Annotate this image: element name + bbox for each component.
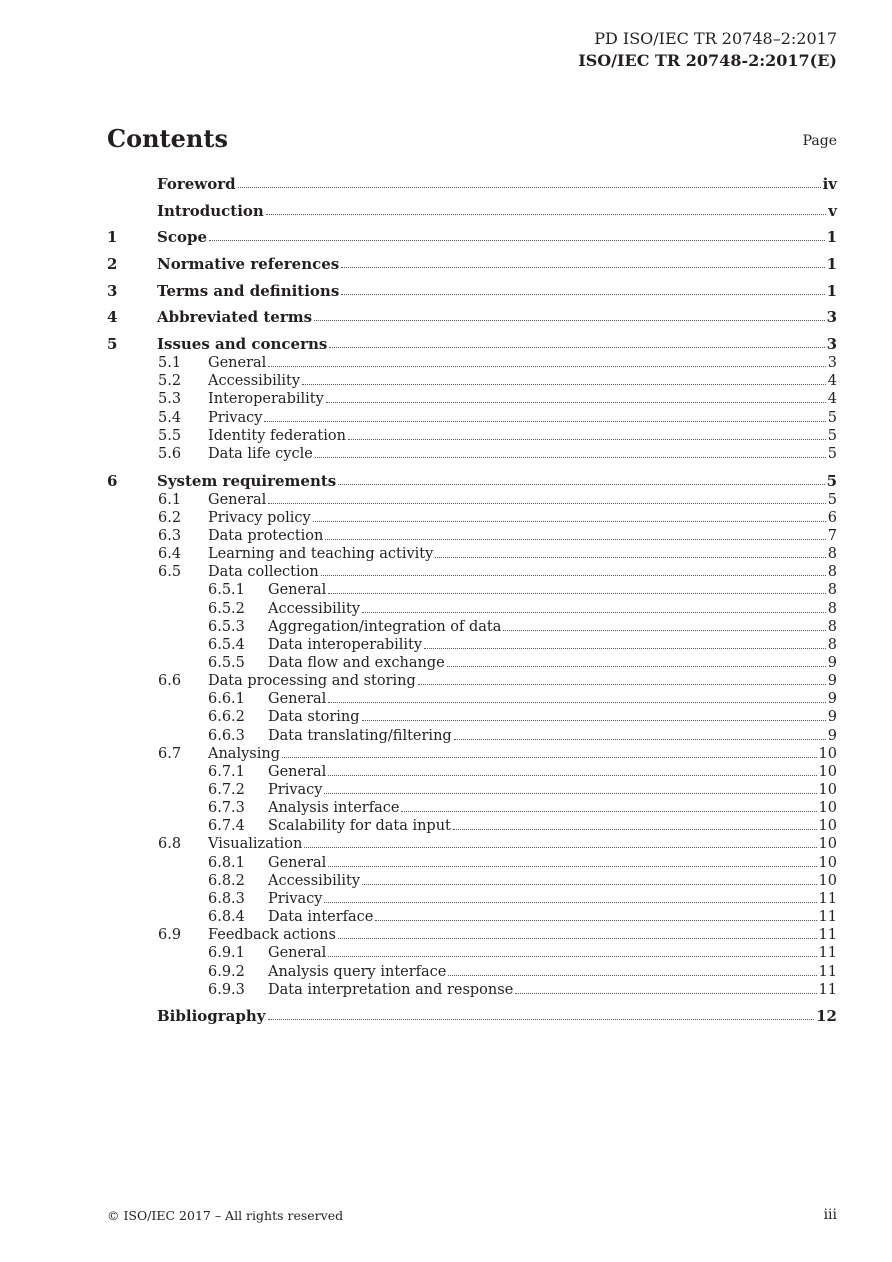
toc-entry-number: 6.2 — [158, 510, 182, 526]
toc-entry-title[interactable]: Privacy — [208, 410, 263, 426]
page-column-label: Page — [802, 133, 837, 149]
toc-entry-title[interactable]: Data interoperability — [268, 637, 423, 653]
toc-entry-page[interactable]: 10 — [818, 818, 837, 834]
toc-entry-number: 6.8.4 — [208, 909, 245, 925]
toc-entry-title[interactable]: Scalability for data input — [268, 818, 451, 834]
dot-leader — [338, 938, 817, 939]
dot-leader — [362, 884, 817, 885]
toc-entry-number: 6.7.3 — [208, 800, 245, 816]
toc-entry[interactable] — [107, 617, 837, 637]
toc-entry-page[interactable]: 8 — [827, 546, 837, 562]
toc-entry-number: 6.8 — [158, 836, 182, 852]
toc-entry[interactable] — [107, 426, 837, 446]
toc-entry[interactable] — [107, 1006, 837, 1026]
toc-entry-number: 6.5 — [158, 564, 182, 580]
dot-leader — [328, 956, 816, 957]
dot-leader — [326, 402, 826, 403]
header-document-id: PD ISO/IEC TR 20748–2:2017 — [594, 29, 837, 48]
toc-entry-title[interactable]: Accessibility — [268, 873, 361, 889]
dot-leader — [282, 757, 817, 758]
toc-entry-title[interactable]: Data collection — [208, 564, 319, 580]
toc-entry-number: 6.3 — [158, 528, 182, 544]
toc-entry[interactable] — [107, 490, 837, 510]
toc-entry-number: 6.7.4 — [208, 818, 245, 834]
toc-entry-page[interactable]: 8 — [827, 601, 837, 617]
dot-leader — [328, 775, 816, 776]
toc-entry-number: 1 — [107, 228, 118, 246]
toc-entry-title[interactable]: Data flow and exchange — [268, 655, 445, 671]
toc-entry-title[interactable]: Privacy — [268, 782, 323, 798]
toc-entry[interactable] — [107, 353, 837, 373]
toc-entry-number: 6.6 — [158, 673, 182, 689]
toc-entry-page[interactable]: 9 — [827, 728, 837, 744]
toc-entry-page[interactable]: 8 — [827, 637, 837, 653]
dot-leader — [315, 457, 826, 458]
toc-entry-title[interactable]: Normative references — [157, 255, 340, 273]
dot-leader — [238, 187, 821, 188]
toc-entry-title[interactable]: System requirements — [157, 472, 337, 490]
dot-leader — [362, 612, 826, 613]
toc-entry-number: 5.1 — [158, 355, 182, 371]
toc-entry[interactable] — [107, 371, 837, 391]
dot-leader — [313, 521, 826, 522]
toc-entry-page[interactable]: 8 — [827, 582, 837, 598]
dot-leader — [418, 684, 826, 685]
toc-entry-page[interactable]: 5 — [827, 446, 837, 462]
toc-entry-title[interactable]: Aggregation/integration of data — [268, 619, 502, 635]
toc-entry-number: 6.1 — [158, 492, 182, 508]
dot-leader — [328, 866, 816, 867]
toc-entry[interactable] — [107, 689, 837, 709]
toc-entry-page[interactable]: v — [828, 202, 837, 220]
toc-entry-page[interactable]: 9 — [827, 655, 837, 671]
toc-entry-title[interactable]: General — [268, 691, 327, 707]
toc-entry-number: 6.6.3 — [208, 728, 245, 744]
dot-leader — [314, 320, 824, 321]
dot-leader — [503, 630, 825, 631]
toc-entry-number: 5.5 — [158, 428, 182, 444]
toc-entry[interactable] — [107, 281, 837, 301]
toc-entry[interactable] — [107, 444, 837, 464]
toc-entry-number: 6.9 — [158, 927, 182, 943]
toc-entry[interactable] — [107, 635, 837, 655]
dot-leader — [375, 920, 816, 921]
toc-entry[interactable] — [107, 174, 837, 194]
toc-entry-title[interactable]: General — [208, 355, 267, 371]
toc-entry-title[interactable]: Data translating/filtering — [268, 728, 452, 744]
toc-entry-page[interactable]: 11 — [818, 945, 837, 961]
toc-entry-number: 6.7.1 — [208, 764, 245, 780]
toc-entry-title[interactable]: Data interpretation and response — [268, 982, 514, 998]
toc-entry-number: 5.3 — [158, 391, 182, 407]
toc-entry-number: 6.9.1 — [208, 945, 245, 961]
toc-entry-number: 6.8.2 — [208, 873, 245, 889]
dot-leader — [515, 993, 816, 994]
dot-leader — [348, 439, 826, 440]
toc-entry-number: 5.2 — [158, 373, 182, 389]
dot-leader — [266, 214, 826, 215]
toc-entry-number: 6.6.1 — [208, 691, 245, 707]
toc-entry[interactable] — [107, 925, 837, 945]
toc-entry-title[interactable]: Data storing — [268, 709, 360, 725]
toc-entry[interactable] — [107, 254, 837, 274]
toc-entry[interactable] — [107, 726, 837, 746]
toc-entry-number: 6.7 — [158, 746, 182, 762]
toc-entry-title[interactable]: Analysis query interface — [268, 964, 447, 980]
toc-entry-title[interactable]: Scope — [157, 228, 208, 246]
toc-entry-page[interactable]: 10 — [818, 800, 837, 816]
toc-entry-title[interactable]: Interoperability — [208, 391, 324, 407]
toc-entry-number: 6 — [107, 472, 118, 490]
toc-entry-page[interactable]: 8 — [827, 619, 837, 635]
dot-leader — [304, 847, 816, 848]
toc-entry-title[interactable]: General — [268, 764, 327, 780]
toc-entry-title[interactable]: Introduction — [157, 202, 264, 220]
toc-entry[interactable] — [107, 816, 837, 836]
dot-leader — [302, 384, 826, 385]
toc-entry-page[interactable]: 1 — [826, 282, 837, 300]
toc-entry-title[interactable]: Terms and definitions — [157, 282, 340, 300]
toc-entry-number: 6.5.3 — [208, 619, 245, 635]
dot-leader — [453, 829, 817, 830]
toc-entry-page[interactable]: iv — [822, 175, 837, 193]
toc-entry-page[interactable]: 5 — [827, 492, 837, 508]
toc-entry[interactable] — [107, 780, 837, 800]
dot-leader — [454, 739, 826, 740]
toc-entry-page[interactable]: 5 — [827, 428, 837, 444]
dot-leader — [324, 902, 816, 903]
toc-entry[interactable] — [107, 744, 837, 764]
toc-entry-title[interactable]: Accessibility — [208, 373, 301, 389]
toc-entry-number: 6.8.3 — [208, 891, 245, 907]
toc-entry[interactable] — [107, 762, 837, 782]
toc-entry[interactable] — [107, 408, 837, 428]
toc-entry-page[interactable]: 11 — [818, 964, 837, 980]
toc-entry[interactable] — [107, 798, 837, 818]
toc-entry[interactable] — [107, 853, 837, 873]
toc-entry[interactable] — [107, 227, 837, 247]
toc-entry-title[interactable]: Data interface — [268, 909, 374, 925]
toc-entry-page[interactable]: 3 — [827, 355, 837, 371]
toc-entry[interactable] — [107, 962, 837, 982]
toc-entry-title[interactable]: Analysis interface — [268, 800, 400, 816]
toc-entry[interactable] — [107, 526, 837, 546]
toc-entry-page[interactable]: 3 — [826, 308, 837, 326]
dot-leader — [435, 557, 825, 558]
dot-leader — [328, 593, 825, 594]
toc-entry[interactable] — [107, 562, 837, 582]
footer-page-number: iii — [823, 1207, 837, 1223]
toc-entry-page[interactable]: 1 — [826, 228, 837, 246]
toc-entry-number: 5.4 — [158, 410, 182, 426]
toc-entry-title[interactable]: Feedback actions — [208, 927, 336, 943]
toc-entry-title[interactable]: Accessibility — [268, 601, 361, 617]
toc-entry-page[interactable]: 1 — [826, 255, 837, 273]
dot-leader — [448, 975, 816, 976]
dot-leader — [324, 793, 816, 794]
contents-title: Contents — [107, 124, 228, 153]
toc-entry-number: 5.6 — [158, 446, 182, 462]
toc-entry[interactable] — [107, 653, 837, 673]
toc-entry-page[interactable]: 7 — [827, 528, 837, 544]
toc-entry-number: 6.8.1 — [208, 855, 245, 871]
toc-entry-title[interactable]: Abbreviated terms — [157, 308, 313, 326]
toc-entry-number: 6.6.2 — [208, 709, 245, 725]
toc-entry-number: 6.5.4 — [208, 637, 245, 653]
toc-entry-number: 6.5.1 — [208, 582, 245, 598]
dot-leader — [268, 366, 825, 367]
toc-entry[interactable] — [107, 307, 837, 327]
toc-entry-number: 3 — [107, 282, 118, 300]
toc-entry-page[interactable]: 10 — [818, 873, 837, 889]
dot-leader — [341, 294, 824, 295]
toc-entry-number: 6.5.5 — [208, 655, 245, 671]
toc-entry-title[interactable]: Learning and teaching activity — [208, 546, 434, 562]
toc-entry-page[interactable]: 10 — [818, 764, 837, 780]
dot-leader — [209, 240, 825, 241]
toc-entry[interactable] — [107, 907, 837, 927]
toc-entry-title[interactable]: General — [268, 582, 327, 598]
toc-entry[interactable] — [107, 508, 837, 528]
toc-entry-number: 4 — [107, 308, 118, 326]
toc-entry-page[interactable]: 9 — [827, 709, 837, 725]
toc-entry-page[interactable]: 11 — [818, 909, 837, 925]
toc-entry-page[interactable]: 5 — [826, 472, 837, 490]
toc-entry-page[interactable]: 10 — [818, 782, 837, 798]
toc-entry[interactable] — [107, 980, 837, 1000]
toc-entry-page[interactable]: 9 — [827, 691, 837, 707]
dot-leader — [329, 347, 824, 348]
toc-entry-page[interactable]: 11 — [818, 927, 837, 943]
dot-leader — [362, 720, 826, 721]
toc-entry-number: 6.5.2 — [208, 601, 245, 617]
toc-entry-page[interactable]: 6 — [827, 510, 837, 526]
toc-entry-page[interactable]: 4 — [827, 373, 837, 389]
toc-entry[interactable] — [107, 389, 837, 409]
dot-leader — [321, 575, 826, 576]
toc-entry-title[interactable]: General — [208, 492, 267, 508]
dot-leader — [401, 811, 816, 812]
dot-leader — [328, 702, 825, 703]
toc-entry[interactable] — [107, 599, 837, 619]
toc-entry-number: 6.4 — [158, 546, 182, 562]
dot-leader — [268, 503, 825, 504]
dot-leader — [447, 666, 826, 667]
toc-entry-title[interactable]: Bibliography — [157, 1007, 266, 1025]
toc-entry-page[interactable]: 8 — [827, 564, 837, 580]
toc-entry-title[interactable]: Identity federation — [208, 428, 346, 444]
toc-entry-title[interactable]: Privacy policy — [208, 510, 311, 526]
toc-entry[interactable] — [107, 201, 837, 221]
toc-entry-page[interactable]: 4 — [827, 391, 837, 407]
toc-entry-title[interactable]: Issues and concerns — [157, 335, 328, 353]
toc-entry-number: 6.9.2 — [208, 964, 245, 980]
toc-entry-number: 6.9.3 — [208, 982, 245, 998]
toc-entry[interactable] — [107, 544, 837, 564]
toc-entry-page[interactable]: 11 — [818, 891, 837, 907]
toc-entry-number: 2 — [107, 255, 118, 273]
toc-entry[interactable] — [107, 943, 837, 963]
toc-entry-number: 5 — [107, 335, 118, 353]
toc-entry[interactable] — [107, 471, 837, 491]
toc-entry-title[interactable]: Data protection — [208, 528, 324, 544]
toc-entry[interactable] — [107, 671, 837, 691]
toc-entry-title[interactable]: Visualization — [208, 836, 303, 852]
toc-entry-page[interactable]: 10 — [818, 836, 837, 852]
dot-leader — [268, 1019, 815, 1020]
toc-entry-page[interactable]: 10 — [818, 746, 837, 762]
toc-entry-page[interactable]: 3 — [826, 335, 837, 353]
dot-leader — [338, 484, 824, 485]
toc-entry-page[interactable]: 5 — [827, 410, 837, 426]
toc-entry-page[interactable]: 11 — [818, 982, 837, 998]
toc-entry-title[interactable]: Foreword — [157, 175, 236, 193]
toc-entry-title[interactable]: Data processing and storing — [208, 673, 416, 689]
toc-entry[interactable] — [107, 334, 837, 354]
toc-entry-page[interactable]: 10 — [818, 855, 837, 871]
toc-entry-title[interactable]: Privacy — [268, 891, 323, 907]
toc-entry-title[interactable]: General — [268, 945, 327, 961]
toc-entry[interactable] — [107, 707, 837, 727]
toc-entry[interactable] — [107, 871, 837, 891]
header-standard-id: ISO/IEC TR 20748-2:2017(E) — [578, 51, 837, 70]
toc-entry-page[interactable]: 9 — [827, 673, 837, 689]
toc-entry-title[interactable]: Analysing — [208, 746, 280, 762]
footer-copyright: © ISO/IEC 2017 – All rights reserved — [107, 1208, 344, 1223]
toc-entry-title[interactable]: General — [268, 855, 327, 871]
toc-entry-number: 6.7.2 — [208, 782, 245, 798]
dot-leader — [341, 267, 824, 268]
dot-leader — [424, 648, 826, 649]
toc-entry-title[interactable]: Data life cycle — [208, 446, 313, 462]
toc-entry[interactable] — [107, 889, 837, 909]
toc-entry[interactable] — [107, 834, 837, 854]
dot-leader — [325, 539, 825, 540]
toc-entry[interactable] — [107, 580, 837, 600]
dot-leader — [264, 421, 825, 422]
toc-entry-page[interactable]: 12 — [816, 1007, 837, 1025]
